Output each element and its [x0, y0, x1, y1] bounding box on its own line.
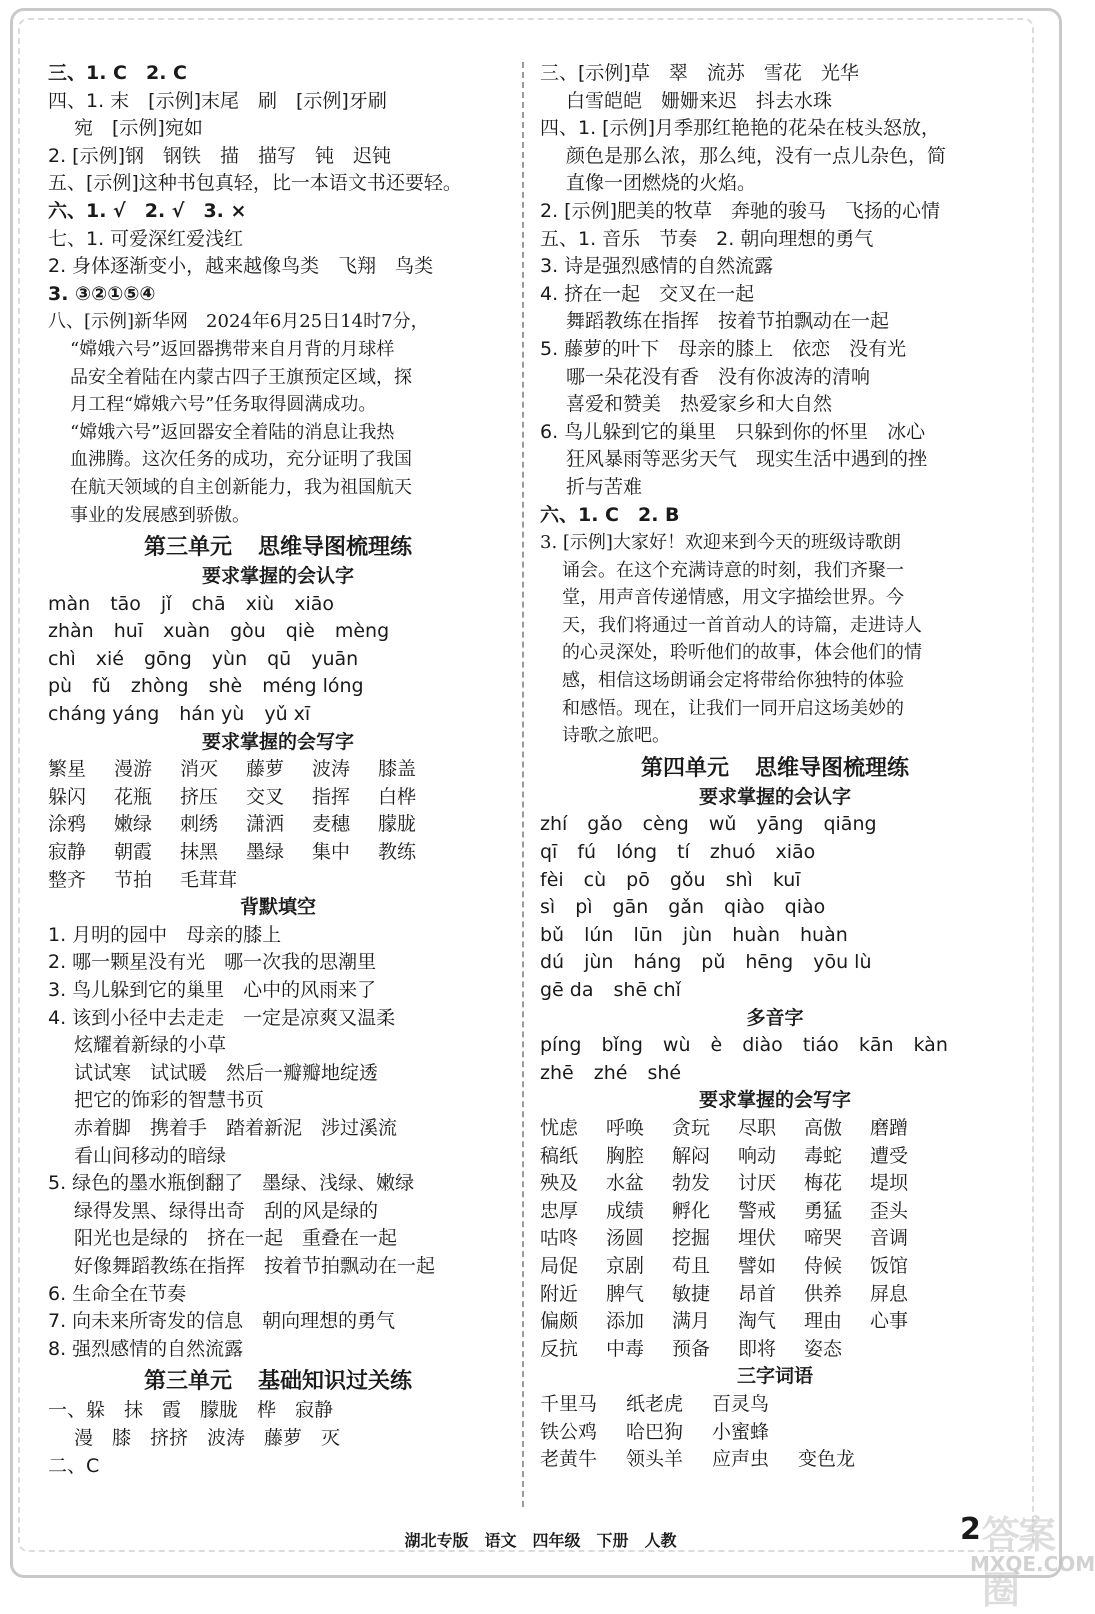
text-item: gān	[612, 896, 649, 919]
text-item: qiāng	[823, 813, 877, 836]
text-item: 忠厚	[540, 1199, 579, 1222]
text-item: 变色龙	[798, 1448, 856, 1471]
text-item: 抹黑	[180, 841, 219, 864]
text-item: jùn	[682, 923, 713, 946]
section-title	[48, 533, 508, 563]
answer-line: 3. 诗是强烈感情的自然流露	[540, 255, 774, 278]
text-item: 中毒	[606, 1337, 645, 1360]
recite-line: 试试寒 试试暖 然后一瓣瓣地绽透	[74, 1061, 379, 1084]
text-item: gōng	[144, 647, 192, 670]
text-item: 咕咚	[540, 1227, 579, 1250]
text-item: mèng	[334, 620, 390, 643]
text-item: 消灭	[180, 758, 219, 781]
text-item: 花瓶	[114, 785, 153, 808]
text-item: 敏捷	[672, 1282, 711, 1305]
text-item: 老黄牛	[540, 1448, 598, 1471]
text-item: pǔ	[701, 951, 726, 974]
recite-line: 1. 月明的园中 母亲的膝上	[48, 923, 282, 946]
text-item: 满月	[672, 1310, 711, 1333]
text-item: 第四单元	[640, 755, 729, 781]
example-text: 品安全着陆在内蒙古四子王旗预定区域，探	[70, 366, 412, 388]
section-title	[48, 1367, 508, 1397]
example-text: 八、[示例]新华网 2024年6月25日14时7分，	[48, 311, 429, 333]
subsection-title: 三字词语	[736, 1365, 813, 1388]
text-item: fǔ	[92, 675, 111, 698]
subsection-title: 背默填空	[239, 896, 316, 919]
text-item: píng	[540, 1034, 582, 1057]
recite-line: 8. 强烈感情的自然流露	[48, 1337, 244, 1360]
text-item: 嫩绿	[114, 813, 153, 836]
text-item: 解闷	[672, 1144, 711, 1167]
recite-line: 5. 绿色的墨水瓶倒翻了 墨绿、浅绿、嫩绿	[48, 1172, 415, 1195]
text-item: fèi	[540, 868, 564, 891]
text-item: 响动	[738, 1144, 777, 1167]
text-item: yǔ xī	[264, 703, 311, 726]
text-item: 墨绿	[246, 841, 285, 864]
right-column	[540, 60, 1010, 1474]
text-item: 警戒	[738, 1199, 777, 1222]
text-item: 附近	[540, 1282, 579, 1305]
text-item: cèng	[642, 813, 689, 836]
text-item: chā	[191, 592, 226, 615]
subsection-title: 要求掌握的会认字	[698, 785, 851, 808]
answer-line: 狂风暴雨等恶劣天气 现实生活中遇到的挫	[566, 448, 928, 471]
word-grid	[540, 1115, 1010, 1363]
text-item: lún	[584, 923, 614, 946]
subsection-title: 要求掌握的会写字	[698, 1089, 851, 1112]
answer-line: 3. ③②①⑤④	[48, 282, 156, 305]
text-item: kàn	[913, 1034, 948, 1057]
text-item: 繁星	[48, 758, 87, 781]
text-item: 波涛	[312, 758, 351, 781]
subsection-title: 多音字	[746, 1006, 804, 1029]
text-item: è	[710, 1034, 723, 1057]
text-item: 预备	[672, 1337, 711, 1360]
example-text: 的心灵深处，聆听他们的故事，体会他们的情	[562, 642, 922, 664]
answer-line: 白雪皑皑 姗姗来迟 抖去水珠	[566, 89, 833, 112]
answer-line: 5. 藤萝的叶下 母亲的膝上 依恋 没有光	[540, 337, 907, 360]
text-item: jǐ	[160, 592, 172, 615]
text-item: xié	[95, 647, 124, 670]
text-item: 麦穗	[312, 813, 351, 836]
text-item: 挤压	[180, 785, 219, 808]
text-item: 苟且	[672, 1254, 711, 1277]
text-item: 局促	[540, 1254, 579, 1277]
text-item: zhòng	[130, 675, 189, 698]
text-item: zhuó	[709, 841, 756, 864]
text-item: 第三单元	[143, 1369, 232, 1395]
subsection-title: 要求掌握的会写字	[201, 730, 354, 753]
text-item: 朦胧	[378, 813, 417, 836]
text-item: huàn	[732, 923, 781, 946]
text-item: fú	[577, 841, 597, 864]
answer-line: 哪一朵花没有香 没有你波涛的清响	[566, 365, 871, 388]
text-item: méng lóng	[262, 675, 364, 698]
text-item: 添加	[606, 1310, 645, 1333]
answer-line: 三、[示例]草 翠 流苏 雪花 光华	[540, 62, 859, 84]
text-item: 饭馆	[870, 1254, 909, 1277]
text-item: wù	[662, 1034, 691, 1057]
text-item: 交叉	[246, 785, 285, 808]
pinyin-row	[48, 673, 508, 701]
text-item: jùn	[584, 951, 614, 974]
text-item: 譬如	[738, 1254, 777, 1277]
text-item: pù	[48, 675, 73, 698]
text-item: 涂鸦	[48, 813, 87, 836]
text-item: 即将	[738, 1337, 777, 1360]
text-item: zhàn	[48, 620, 94, 643]
text-item: sì	[540, 896, 556, 919]
example-text: 3. [示例]大家好！欢迎来到今天的班级诗歌朗	[540, 532, 901, 554]
example-text: 血沸腾。这次任务的成功，充分证明了我国	[70, 449, 412, 471]
text-item: bǔ	[540, 923, 565, 946]
text-item: 教练	[378, 841, 417, 864]
text-item: 昂首	[738, 1282, 777, 1305]
text-item: 铁公鸡	[540, 1420, 598, 1443]
text-item: 毛茸茸	[180, 868, 238, 891]
pinyin-row	[540, 894, 1010, 922]
text-item: zhē	[540, 1061, 574, 1084]
recite-line: 6. 生命全在节奏	[48, 1282, 187, 1305]
text-item: 忧虑	[540, 1116, 579, 1139]
answer-line: 二、C	[48, 1454, 100, 1477]
text-item: 音调	[870, 1227, 909, 1250]
text-item: 漫游	[114, 758, 153, 781]
text-item: hán yù	[179, 703, 245, 726]
text-item: 理由	[804, 1310, 843, 1333]
text-item: 京剧	[606, 1254, 645, 1277]
text-item: 纸老虎	[626, 1392, 684, 1415]
text-item: 贪玩	[672, 1116, 711, 1139]
answer-line: 6. 鸟儿躲到它的巢里 只躲到你的怀里 冰心	[540, 420, 926, 443]
text-item: 心事	[870, 1310, 909, 1333]
answer-line: 宛 [示例]宛如	[74, 117, 203, 140]
text-item: 整齐	[48, 868, 87, 891]
text-item: shì	[725, 868, 753, 891]
answer-line: 舞蹈教练在指挥 按着节拍飘动在一起	[566, 310, 890, 333]
text-item: gǎo	[587, 813, 623, 836]
text-item: 刺绣	[180, 813, 219, 836]
text-item: háng	[633, 951, 682, 974]
example-text: 和感悟。现在，让我们一同开启这场美妙的	[562, 697, 904, 719]
text-item: pì	[575, 896, 593, 919]
text-item: 供养	[804, 1282, 843, 1305]
text-item: 思维导图梳理练	[755, 755, 910, 781]
text-item: lūn	[633, 923, 663, 946]
answer-line: 五、[示例]这种书包真轻，比一本语文书还要轻。	[48, 172, 462, 195]
recite-line: 看山间移动的暗绿	[74, 1144, 227, 1167]
answer-line: 4. 挤在一起 交叉在一起	[540, 282, 755, 305]
text-item: 第三单元	[143, 535, 232, 561]
pinyin-row	[540, 949, 1010, 977]
answer-line: 六、1. C 2. B	[540, 503, 680, 526]
answer-line: 直像一团燃烧的火焰。	[566, 172, 757, 195]
text-item: 领头羊	[626, 1448, 684, 1471]
watermark-logo: 答案圈	[982, 1513, 1055, 1612]
answer-line: 六、1. √ 2. √ 3. ×	[48, 199, 247, 222]
answer-line: 七、1. 可爱深红爱浅红	[48, 227, 244, 250]
three-char-words	[540, 1391, 1010, 1474]
recite-line: 把它的饰彩的智慧书页	[74, 1089, 265, 1112]
text-item: chì	[48, 647, 76, 670]
text-item: 白桦	[378, 785, 417, 808]
text-item: 梅花	[804, 1172, 843, 1195]
text-item: 埋伏	[738, 1227, 777, 1250]
text-item: 藤萝	[246, 758, 285, 781]
text-item: màn	[48, 592, 91, 615]
polyphone-row	[540, 1060, 1010, 1088]
pinyin-row	[48, 646, 508, 674]
answer-line: 四、1. 末 [示例]末尾 刷 [示例]牙刷	[48, 89, 387, 112]
text-item: 歪头	[870, 1199, 909, 1222]
text-item: tí	[677, 841, 690, 864]
answer-line: 2. 身体逐渐变小，越来越像鸟类 飞翔 鸟类	[48, 255, 434, 278]
text-item: 淘气	[738, 1310, 777, 1333]
text-item: 反抗	[540, 1337, 579, 1360]
text-item: 稿纸	[540, 1144, 579, 1167]
text-item: 高傲	[804, 1116, 843, 1139]
text-item: 尽职	[738, 1116, 777, 1139]
text-item: zhé	[593, 1061, 628, 1084]
text-item: xiāo	[775, 841, 816, 864]
answer-line: 四、1. [示例]月季那红艳艳的花朵在枝头怒放，	[540, 117, 940, 140]
text-item: hēng	[745, 951, 794, 974]
text-item: yāng	[756, 813, 804, 836]
text-item: qiào	[784, 896, 826, 919]
answer-line: 漫 膝 挤挤 波涛 藤萝 灭	[74, 1426, 341, 1449]
text-item: yuān	[311, 647, 359, 670]
text-item: gòu	[230, 620, 266, 643]
text-item: 基础知识过关练	[258, 1369, 413, 1395]
text-item: 挖掘	[672, 1227, 711, 1250]
recite-line: 阳光也是绿的 挤在一起 重叠在一起	[74, 1227, 398, 1250]
footer-text: 湖北专版 语文 四年级 下册 人教	[404, 1531, 677, 1550]
text-item: 勃发	[672, 1172, 711, 1195]
text-item: xiù	[245, 592, 275, 615]
answer-line: 三、1. C 2. C	[48, 62, 187, 84]
example-text: 在航天领域的自主创新能力，我为祖国航天	[70, 476, 412, 498]
text-item: 朝霞	[114, 841, 153, 864]
text-item: 遭受	[870, 1144, 909, 1167]
text-item: yùn	[211, 647, 248, 670]
pinyin-row	[48, 701, 508, 729]
recite-line: 3. 鸟儿躲到它的巢里 心中的风雨来了	[48, 979, 377, 1001]
text-item: 堤坝	[870, 1172, 909, 1195]
answer-line: 颜色是那么浓，那么纯，没有一点儿杂色，简	[566, 144, 947, 167]
text-item: gǎn	[668, 896, 705, 919]
text-item: 思维导图梳理练	[258, 535, 413, 561]
text-item: 指挥	[312, 785, 351, 808]
watermark-url: MXQE.COM	[970, 1552, 1095, 1576]
pinyin-row	[48, 618, 508, 646]
pinyin-row	[540, 839, 1010, 867]
example-text: 诵会。在这个充满诗意的时刻，我们齐聚一	[562, 559, 904, 581]
answer-line: 喜爱和赞美 热爱家乡和大自然	[566, 393, 833, 416]
text-item: 脾气	[606, 1282, 645, 1305]
text-item: 殃及	[540, 1172, 579, 1195]
pinyin-row	[48, 591, 508, 619]
answer-line: 2. [示例]肥美的牧草 奔驰的骏马 飞扬的心情	[540, 199, 940, 222]
text-item: huī	[113, 620, 144, 643]
text-item: tiáo	[802, 1034, 839, 1057]
text-item: 集中	[312, 841, 351, 864]
text-item: dú	[540, 951, 565, 974]
text-item: 勇猛	[804, 1199, 843, 1222]
pinyin-row	[540, 867, 1010, 895]
text-item: 汤圆	[606, 1227, 645, 1250]
text-item: zhí	[540, 813, 568, 836]
text-item: 潇洒	[246, 813, 285, 836]
text-item: 千里马	[540, 1392, 598, 1415]
recite-line: 炫耀着新绿的小草	[74, 1034, 227, 1057]
pinyin-row	[540, 811, 1010, 839]
text-item: 节拍	[114, 868, 153, 891]
text-item: 磨蹭	[870, 1116, 909, 1139]
text-item: qiè	[285, 620, 315, 643]
text-item: cháng yáng	[48, 703, 160, 726]
text-item: tāo	[110, 592, 141, 615]
example-text: “嫦娥六号”返回器携带来自月背的月球样	[70, 338, 395, 360]
text-item: 偏颇	[540, 1310, 579, 1333]
text-item: xuàn	[163, 620, 211, 643]
text-item: 啼哭	[804, 1227, 843, 1250]
recite-line: 7. 向未来所寄发的信息 朝向理想的勇气	[48, 1310, 396, 1333]
text-item: 水盆	[606, 1172, 645, 1195]
text-item: 哈巴狗	[626, 1420, 684, 1443]
text-item: qī	[540, 841, 558, 864]
text-item: 小蜜蜂	[712, 1420, 770, 1443]
recite-line: 绿得发黑、绿得出奇 刮的风是绿的	[74, 1199, 379, 1222]
polyphone-row	[540, 1032, 1010, 1060]
text-item: huàn	[800, 923, 848, 946]
text-item: 百灵鸟	[712, 1392, 770, 1415]
text-item: qū	[267, 647, 292, 670]
pinyin-row	[540, 922, 1010, 950]
text-item: 讨厌	[738, 1172, 777, 1195]
text-item: gǒu	[669, 868, 706, 891]
text-item: gē da	[540, 979, 594, 1001]
text-item: kān	[858, 1034, 894, 1057]
text-item: cù	[583, 868, 607, 891]
recite-line: 好像舞蹈教练在指挥 按着节拍飘动在一起	[74, 1254, 436, 1277]
text-item: 屏息	[870, 1282, 909, 1305]
text-item: xiāo	[294, 592, 334, 615]
recite-line: 赤着脚 携着手 踏着新泥 涉过溪流	[74, 1116, 398, 1139]
text-item: shè	[208, 675, 243, 698]
text-item: wǔ	[708, 813, 737, 836]
answer-line: 五、1. 音乐 节奏 2. 朝向理想的勇气	[540, 227, 874, 250]
example-text: 堂，用声音传递情感，用文字描绘世界。今	[562, 587, 904, 609]
example-text: 诗歌之旅吧。	[562, 725, 670, 747]
text-item: 躲闪	[48, 785, 87, 808]
text-item: lóng	[616, 841, 658, 864]
answer-line: 2. [示例]钢 钢铁 描 描写 钝 迟钝	[48, 144, 391, 167]
text-item: 毒蛇	[804, 1144, 843, 1167]
recite-line: 4. 该到小径中去走走 一定是凉爽又温柔	[48, 1006, 396, 1029]
example-text: 事业的发展感到骄傲。	[70, 504, 250, 526]
text-item: diào	[742, 1034, 783, 1057]
answer-line: 一、躲 抹 霞 朦胧 桦 寂静	[48, 1399, 334, 1422]
text-item: 胸腔	[606, 1144, 645, 1167]
text-item: yōu lù	[813, 951, 872, 974]
text-item: 寂静	[48, 841, 87, 864]
text-item: 姿态	[804, 1337, 843, 1360]
column-divider	[522, 62, 524, 1507]
text-item: shē chǐ	[613, 979, 681, 1001]
answer-line: 折与苦难	[566, 475, 643, 498]
text-item: 孵化	[672, 1199, 711, 1222]
text-item: 膝盖	[378, 758, 417, 781]
text-item: 成绩	[606, 1199, 645, 1222]
text-item: qiào	[724, 896, 765, 919]
left-column	[48, 60, 508, 1480]
text-item: 呼唤	[606, 1116, 645, 1139]
pinyin-row	[540, 977, 1010, 1005]
example-text: 月工程“嫦娥六号”任务取得圆满成功。	[70, 394, 377, 416]
text-item: bǐng	[601, 1034, 643, 1057]
example-text: “嫦娥六号”返回器安全着陆的消息让我热	[70, 421, 395, 443]
text-item: shé	[647, 1061, 682, 1084]
word-grid	[48, 756, 508, 894]
section-title	[540, 754, 1010, 784]
page-number: 2	[960, 1512, 981, 1547]
text-item: kuī	[772, 868, 801, 891]
recite-line: 2. 哪一颗星没有光 哪一次我的思潮里	[48, 951, 377, 974]
text-item: 应声虫	[712, 1448, 770, 1471]
example-text: 感，相信这场朗诵会定将带给你独特的体验	[562, 670, 904, 692]
example-text: 天，我们将通过一首首动人的诗篇，走进诗人	[562, 614, 922, 636]
text-item: pō	[626, 868, 650, 891]
subsection-title: 要求掌握的会认字	[201, 565, 354, 588]
text-item: 侍候	[804, 1254, 843, 1277]
